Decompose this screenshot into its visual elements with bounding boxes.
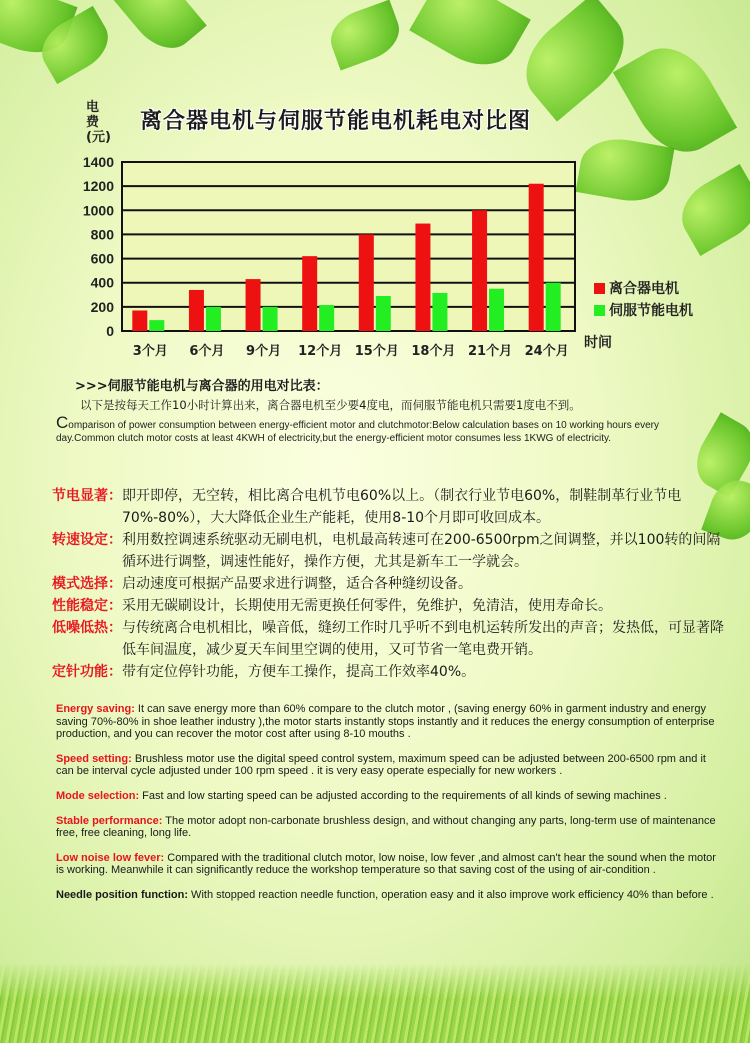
bar-clutch [302, 256, 317, 331]
y-tick-label: 1200 [82, 178, 114, 195]
y-tick-label: 0 [106, 323, 114, 339]
feature-en-item [56, 852, 726, 877]
bar-servo [263, 307, 278, 331]
feature-en-item [56, 889, 726, 902]
feature-text: 采用无碳刷设计，长期使用无需更换任何零件，免维护，免清洁，使用寿命长。 [122, 598, 612, 614]
legend-item-servo [594, 300, 693, 320]
y-tick-label: 200 [90, 298, 114, 315]
feature-text: 带有定位停针功能，方便车工操作，提高工作效率40%。 [122, 664, 476, 680]
feature-key: 转速设定： [52, 532, 122, 548]
legend-item-clutch [594, 278, 679, 298]
bar-clutch [529, 184, 544, 331]
bar-clutch [472, 210, 487, 331]
feature-key: 低噪低热： [52, 620, 122, 636]
bar-clutch [359, 234, 374, 331]
bar-clutch [132, 310, 147, 331]
feature-cn-item [52, 529, 732, 573]
feature-key: Energy saving: [56, 703, 135, 715]
legend-label: 离合器电机 [609, 281, 679, 297]
x-tick-label: 24个月 [524, 344, 569, 359]
bar-clutch [246, 279, 261, 331]
feature-en-item [56, 790, 726, 803]
y-axis-label: 电费(元) [86, 100, 111, 145]
bar-servo [319, 305, 334, 331]
feature-text: Fast and low starting speed can be adjusted according to the requirements of all kinds of sewing machines . [139, 789, 667, 802]
feature-text: The motor adopt non-carbonate brushless design, and without changing any parts, long-term use of maintenance free, free cleaning, long life. [56, 814, 716, 840]
x-tick-label: 18个月 [411, 344, 456, 359]
feature-text: Compared with the traditional clutch motor, low noise, low fever ,and almost can't hear the sound when the motor is working. Meanwhile it can significantly reduce the workshop temperature so that saving cost of the using of air-condition . [56, 851, 716, 877]
feature-cn-item [52, 595, 732, 617]
feature-key: Needle position function: [56, 888, 188, 901]
comparison-note-en-text: omparison of power consumption between energy-efficient motor and clutchmotor:Below calculation bases on 10 working hours every day.Common clutch motor costs at least 4KWH of electricity,but the energy-efficient motor consumes less 1KWG of electricity. [56, 420, 659, 444]
feature-text: It can save energy more than 60% compare to the clutch motor , (saving energy 60% in garment industry and energy saving 70%-80% in shoe leather industry ),the motor starts instantly stops instantly and it reduces the energy consumption of enterprise production, and you can recover the motor cost after using 8-10 mouths . [56, 703, 715, 741]
bar-servo [546, 283, 561, 331]
x-tick-label: 12个月 [298, 344, 343, 359]
feature-cn-item [52, 573, 732, 595]
feature-en-item [56, 815, 726, 840]
chart-title: 离合器电机与伺服节能电机耗电对比图 [140, 109, 532, 134]
bar-clutch [189, 290, 204, 331]
features-cn [52, 485, 732, 683]
comparison-note-en [56, 413, 716, 445]
feature-text: Brushless motor use the digital speed control system, maximum speed can be adjusted between 200-6500 rpm and it can be interval cycle adjusted under 100 rpm speed . it is very easy operate especially for new workers . [56, 752, 706, 778]
feature-cn-item [52, 661, 732, 683]
feature-text: 利用数控调速系统驱动无刷电机，电机最高转速可在200-6500rpm之间调整，并以100转的间隔循环进行调整，调速性能好，操作方便，尤其是新车工一学就会。 [122, 532, 721, 570]
y-tick-label: 1400 [82, 154, 114, 170]
y-tick-label: 800 [90, 226, 114, 243]
feature-key: 性能稳定： [52, 598, 122, 614]
x-tick-label: 21个月 [468, 344, 513, 359]
feature-en-item [56, 703, 726, 741]
feature-cn-item [52, 485, 732, 529]
feature-text: With stopped reaction needle function, operation easy and it also improve work efficiency 40% than before . [188, 888, 714, 901]
bar-servo [149, 320, 164, 331]
y-tick-label: 1000 [82, 202, 114, 219]
y-tick-label: 400 [90, 274, 114, 291]
x-tick-label: 15个月 [354, 344, 399, 359]
legend-label: 伺服节能电机 [609, 303, 693, 319]
comparison-note-cn: 以下是按每天工作10小时计算出来，离合器电机至少要4度电，而伺服节能电机只需要1度电不到。 [80, 398, 581, 412]
feature-text: 即开即停，无空转，相比离合电机节电60%以上。（制衣行业节电60%，制鞋制革行业节电70%-80%），大大降低企业生产能耗，使用8-10个月即可收回成本。 [122, 488, 682, 526]
feature-text: 与传统离合电机相比，噪音低，缝纫工作时几乎听不到电机运转所发出的声音；发热低，可显著降低车间温度，减少夏天车间里空调的使用，又可节省一笔电费开销。 [122, 620, 724, 658]
bar-servo [432, 293, 447, 331]
feature-key: 节电显著： [52, 488, 122, 504]
feature-key: 模式选择： [52, 576, 122, 592]
feature-cn-item [52, 617, 732, 661]
feature-en-item [56, 753, 726, 778]
comparison-heading: >>>伺服节能电机与离合器的用电对比表： [75, 379, 329, 394]
feature-key: Stable performance: [56, 814, 163, 827]
bar-servo [376, 296, 391, 331]
y-tick-label: 600 [90, 250, 114, 267]
bar-servo [489, 289, 504, 331]
x-tick-label: 6个月 [189, 344, 225, 359]
x-tick-label: 3个月 [132, 344, 168, 359]
features-en [56, 703, 726, 914]
feature-key: Low noise low fever: [56, 851, 165, 864]
bar-servo [206, 307, 221, 331]
drop-cap: C [56, 413, 69, 432]
legend-swatch-green [594, 305, 605, 316]
x-axis-label: 时间 [584, 335, 612, 351]
bar-clutch [415, 224, 430, 331]
feature-key: Speed setting: [56, 752, 132, 765]
grass-decoration [0, 963, 750, 1043]
feature-key: Mode selection: [56, 789, 140, 802]
legend-swatch-red [594, 283, 605, 294]
feature-text: 启动速度可根据产品要求进行调整，适合各种缝纫设备。 [122, 576, 472, 592]
x-tick-label: 9个月 [246, 344, 282, 359]
feature-key: 定针功能： [52, 664, 122, 680]
